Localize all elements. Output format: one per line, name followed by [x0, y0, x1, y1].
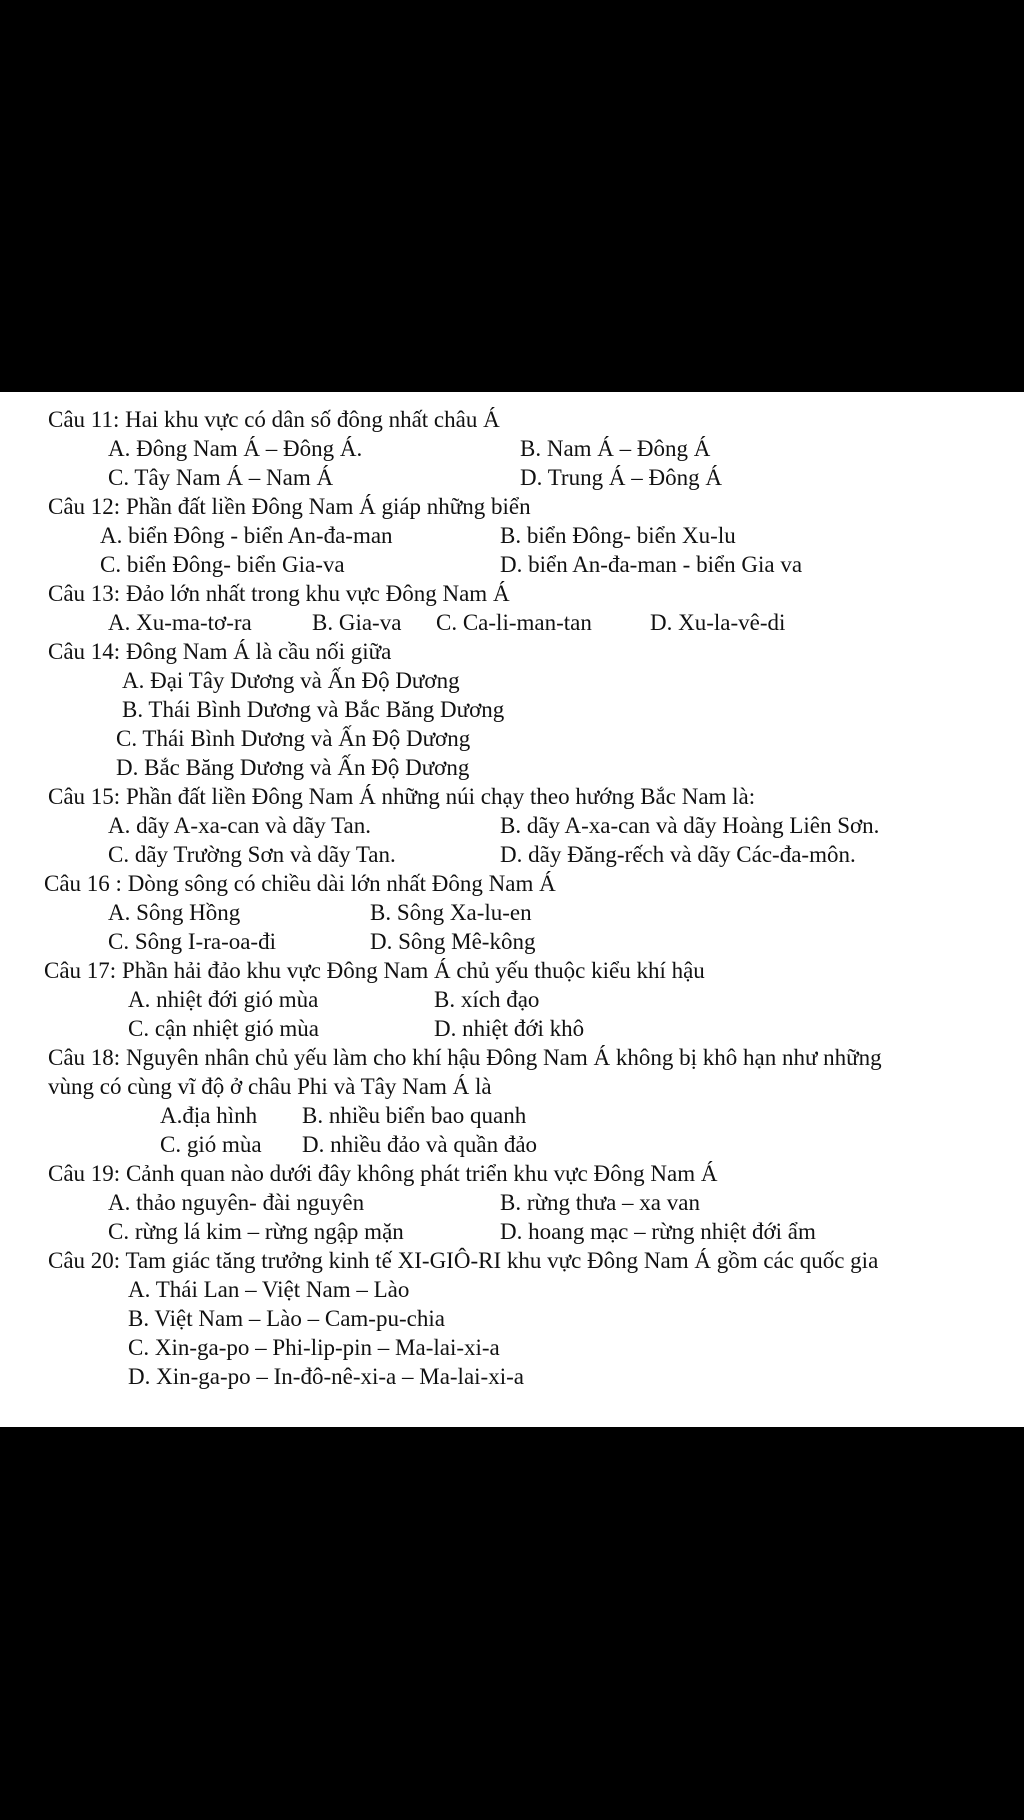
question-13-option-b: B. Gia-va	[312, 610, 402, 635]
question-14-option-c: C. Thái Bình Dương và Ấn Độ Dương	[116, 726, 471, 751]
question-12-option-d: D. biển An-đa-man - biển Gia va	[500, 552, 803, 577]
question-13-option-a: A. Xu-ma-tơ-ra	[108, 610, 252, 635]
question-19-stem: Câu 19: Cảnh quan nào dưới đây không phát triển khu vực Đông Nam Á	[48, 1161, 718, 1186]
question-11-option-c: C. Tây Nam Á – Nam Á	[108, 465, 334, 490]
question-16-option-c: C. Sông I-ra-oa-đi	[108, 929, 276, 954]
question-19-option-a: A. thảo nguyên- đài nguyên	[108, 1190, 365, 1215]
question-18-option-c: C. gió mùa	[160, 1132, 262, 1157]
question-15-option-b: B. dãy A-xa-can và dãy Hoàng Liên Sơn.	[500, 813, 880, 838]
question-18-stem: Câu 18: Nguyên nhân chủ yếu làm cho khí hậu Đông Nam Á không bị khô hạn như những	[48, 1045, 882, 1070]
question-20-option-c: C. Xin-ga-po – Phi-lip-pin – Ma-lai-xi-a	[128, 1335, 500, 1360]
question-17-option-a: A. nhiệt đới gió mùa	[128, 987, 319, 1012]
question-20-option-b: B. Việt Nam – Lào – Cam-pu-chia	[128, 1306, 445, 1331]
question-18-option-b: B. nhiều biển bao quanh	[302, 1103, 527, 1128]
question-14-stem: Câu 14: Đông Nam Á là cầu nối giữa	[48, 639, 392, 664]
question-18-option-d: D. nhiều đảo và quần đảo	[302, 1132, 538, 1157]
question-19-option-c: C. rừng lá kim – rừng ngập mặn	[108, 1219, 404, 1244]
question-16-option-d: D. Sông Mê-kông	[370, 929, 536, 954]
question-17-option-c: C. cận nhiệt gió mùa	[128, 1016, 319, 1041]
question-20-stem: Câu 20: Tam giác tăng trưởng kinh tế XI-GIÔ-RI khu vực Đông Nam Á gồm các quốc gia	[48, 1248, 879, 1273]
question-19-option-d: D. hoang mạc – rừng nhiệt đới ẩm	[500, 1219, 816, 1244]
question-15-option-a: A. dãy A-xa-can và dãy Tan.	[108, 813, 372, 838]
question-11-option-b: B. Nam Á – Đông Á	[520, 436, 711, 461]
question-20-option-a: A. Thái Lan – Việt Nam – Lào	[128, 1277, 410, 1302]
question-18-stem-continued: vùng có cùng vĩ độ ở châu Phi và Tây Nam Á là	[48, 1074, 492, 1099]
question-16-option-a: A. Sông Hồng	[108, 900, 241, 925]
question-12-option-a: A. biển Đông - biển An-đa-man	[100, 523, 393, 548]
question-13-stem: Câu 13: Đảo lớn nhất trong khu vực Đông Nam Á	[48, 581, 510, 606]
question-20-option-d: D. Xin-ga-po – In-đô-nê-xi-a – Ma-lai-xi-a	[128, 1364, 524, 1389]
question-11-option-a: A. Đông Nam Á – Đông Á.	[108, 436, 363, 461]
question-11-option-d: D. Trung Á – Đông Á	[520, 465, 722, 490]
question-13-option-d: D. Xu-la-vê-di	[650, 610, 786, 635]
question-14-option-d: D. Bắc Băng Dương và Ấn Độ Dương	[116, 755, 470, 780]
question-13-option-c: C. Ca-li-man-tan	[436, 610, 592, 635]
question-11-stem: Câu 11: Hai khu vực có dân số đông nhất châu Á	[48, 407, 500, 432]
question-15-stem: Câu 15: Phần đất liền Đông Nam Á những núi chạy theo hướng Bắc Nam là:	[48, 784, 756, 809]
question-16-option-b: B. Sông Xa-lu-en	[370, 900, 532, 925]
question-17-option-d: D. nhiệt đới khô	[434, 1016, 585, 1041]
question-12-option-b: B. biển Đông- biển Xu-lu	[500, 523, 736, 548]
question-18-option-a: A.địa hình	[160, 1103, 258, 1128]
question-12-stem: Câu 12: Phần đất liền Đông Nam Á giáp những biển	[48, 494, 531, 519]
question-16-stem: Câu 16 : Dòng sông có chiều dài lớn nhất Đông Nam Á	[44, 871, 556, 896]
question-15-option-c: C. dãy Trường Sơn và dãy Tan.	[108, 842, 396, 867]
question-17-stem: Câu 17: Phần hải đảo khu vực Đông Nam Á chủ yếu thuộc kiểu khí hậu	[44, 958, 705, 983]
question-19-option-b: B. rừng thưa – xa van	[500, 1190, 700, 1215]
question-17-option-b: B. xích đạo	[434, 987, 540, 1012]
question-12-option-c: C. biển Đông- biển Gia-va	[100, 552, 345, 577]
question-14-option-b: B. Thái Bình Dương và Bắc Băng Dương	[122, 697, 505, 722]
question-15-option-d: D. dãy Đăng-rếch và dãy Các-đa-môn.	[500, 842, 856, 867]
worksheet-page	[0, 392, 1024, 1427]
question-14-option-a: A. Đại Tây Dương và Ấn Độ Dương	[122, 668, 460, 693]
